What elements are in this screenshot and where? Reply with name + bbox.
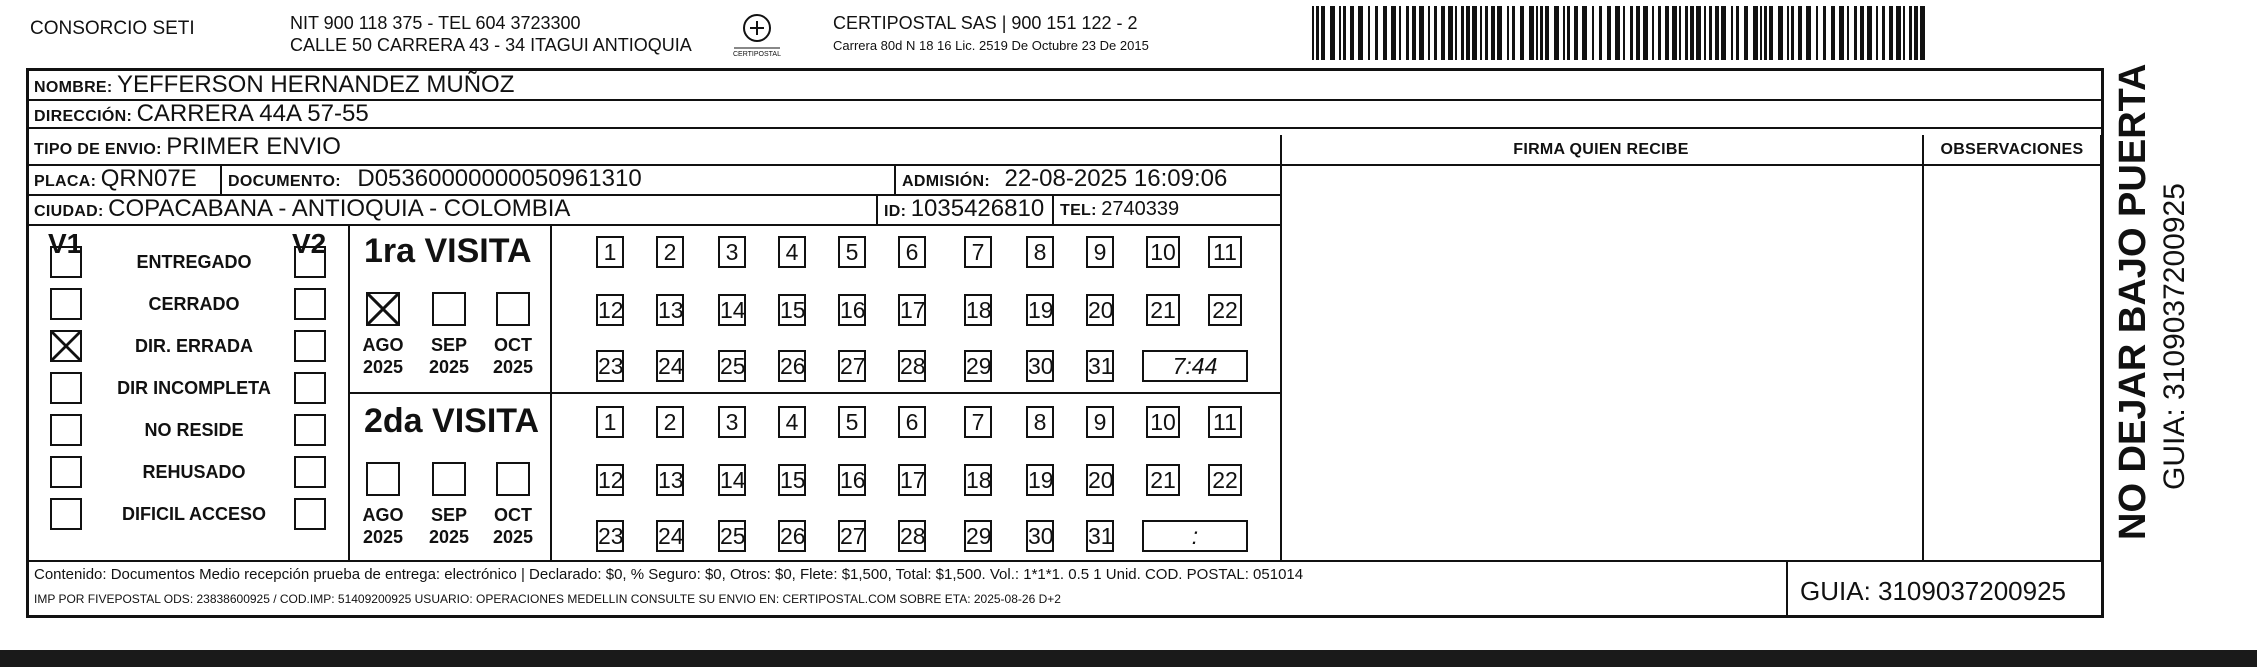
barcode-bar [1461, 6, 1464, 60]
observations-label: OBSERVACIONES [1940, 141, 2084, 158]
city-value: COPACABANA - ANTIOQUIA - COLOMBIA [108, 195, 571, 222]
month-checkbox[interactable] [496, 292, 530, 326]
barcode-bar [1428, 6, 1430, 60]
barcode-bar [1760, 6, 1762, 60]
check-mark-icon [368, 294, 398, 324]
day-box[interactable]: 30 [1026, 350, 1054, 382]
barcode-bar [1375, 6, 1378, 60]
month-checkbox[interactable] [432, 292, 466, 326]
barcode-bar [1321, 6, 1325, 60]
day-box[interactable]: 14 [718, 294, 746, 326]
day-box[interactable]: 21 [1146, 294, 1180, 326]
status-label: DIFICIL ACCESO [121, 504, 266, 524]
day-box[interactable]: 12 [596, 294, 624, 326]
check-mark-icon [52, 332, 80, 360]
barcode-bar [1455, 6, 1457, 60]
day-box[interactable]: 5 [838, 236, 866, 268]
v1-label: V1 [48, 228, 83, 259]
barcode-bar [1715, 6, 1719, 60]
year-label: 2025 [362, 527, 404, 547]
v2-checkbox[interactable] [294, 372, 326, 404]
barcode-bar [1876, 6, 1878, 60]
day-box[interactable]: 9 [1086, 236, 1114, 268]
day-box[interactable]: 23 [596, 350, 624, 382]
barcode-bar [1860, 6, 1864, 60]
day-box[interactable]: 28 [898, 520, 926, 552]
barcode-bar [1831, 6, 1835, 60]
day-box[interactable]: 2 [656, 406, 684, 438]
barcode-bar [1685, 6, 1688, 60]
status-label: DIR. ERRADA [134, 336, 253, 356]
month-checkbox[interactable] [496, 462, 530, 496]
barcode-bar [1847, 6, 1849, 60]
day-box[interactable]: 4 [778, 406, 806, 438]
day-box[interactable]: 13 [656, 294, 684, 326]
barcode-bar [1903, 6, 1905, 60]
barcode-bar [1787, 6, 1789, 60]
second-visit-title: 2da VISITA [364, 402, 540, 440]
day-box[interactable]: 29 [964, 520, 992, 552]
side-warning: NO DEJAR BAJO PUERTA [2112, 63, 2154, 540]
barcode-bar [1567, 6, 1570, 60]
tel-value: 2740339 [1101, 198, 1180, 220]
barcode-bar [1920, 6, 1925, 60]
admission-label: ADMISIÓN: [902, 173, 991, 190]
day-box[interactable]: 19 [1026, 464, 1054, 496]
day-box[interactable]: 8 [1026, 406, 1054, 438]
v1-checkbox[interactable] [50, 330, 82, 362]
year-label: 2025 [362, 357, 404, 377]
day-box[interactable]: 1 [596, 406, 624, 438]
barcode-bar [1412, 6, 1416, 60]
barcode-bar [1914, 6, 1918, 60]
barcode-bar [1472, 6, 1477, 60]
receiver-signature-label: FIRMA QUIEN RECIBE [1513, 141, 1689, 158]
barcode-bar [1419, 6, 1424, 60]
barcode-bar [1736, 6, 1739, 60]
shipment-label: TIPO DE ENVIO: [34, 141, 162, 158]
day-box[interactable]: 7 [964, 406, 992, 438]
shipment-type: PRIMER ENVIO [166, 133, 341, 160]
side-guia: GUIA: 3109037200925 [2158, 183, 2191, 490]
barcode-bar [1406, 6, 1409, 60]
status-label: CERRADO [148, 294, 240, 314]
barcode-bar [1854, 6, 1857, 60]
barcode-bar [1867, 6, 1872, 60]
day-box[interactable]: 25 [718, 520, 746, 552]
v2-checkbox[interactable] [294, 288, 326, 320]
barcode-bar [1312, 6, 1314, 60]
v2-checkbox[interactable] [294, 246, 326, 278]
id-row [884, 196, 1044, 225]
barcode-bar [1540, 6, 1543, 60]
day-box[interactable]: 13 [656, 464, 684, 496]
day-box[interactable]: 4 [778, 236, 806, 268]
address-line: CALLE 50 CARRERA 43 - 34 ITAGUI ANTIOQUIA [290, 35, 692, 55]
day-box[interactable]: 28 [898, 350, 926, 382]
month-label: OCT [494, 335, 532, 355]
barcode-bar [1491, 6, 1495, 60]
barcode-bar [1441, 6, 1445, 60]
recipient-name: YEFFERSON HERNANDEZ MUÑOZ [117, 71, 515, 98]
day-box[interactable]: 6 [898, 406, 926, 438]
day-box[interactable]: 2 [656, 236, 684, 268]
barcode-bar [1709, 6, 1712, 60]
barcode-bar [1563, 6, 1565, 60]
barcode-bar [1731, 6, 1733, 60]
plate-value: QRN07E [100, 165, 197, 192]
month-label: SEP [430, 335, 468, 355]
barcode-bar [1643, 6, 1648, 60]
barcode-bar [1434, 6, 1437, 60]
barcode-bar [1696, 6, 1701, 60]
day-box[interactable]: 21 [1146, 464, 1180, 496]
day-box[interactable]: 26 [778, 520, 806, 552]
month-checkbox[interactable] [432, 462, 466, 496]
day-box[interactable]: 5 [838, 406, 866, 438]
barcode-bar [1536, 6, 1538, 60]
barcode-bar [1769, 6, 1773, 60]
barcode-bar [1636, 6, 1640, 60]
time-box[interactable]: : [1142, 520, 1248, 552]
barcode-bar [1466, 6, 1470, 60]
barcode-bar [1343, 6, 1346, 60]
v2-checkbox[interactable] [294, 498, 326, 530]
day-box[interactable]: 14 [718, 464, 746, 496]
barcode-bar [1339, 6, 1341, 60]
barcode-bar [1658, 6, 1661, 60]
barcode-bar [1368, 6, 1370, 60]
barcode-bar [1480, 6, 1482, 60]
barcode-bar [1896, 6, 1901, 60]
day-box[interactable]: 31 [1086, 350, 1114, 382]
barcode-bar [1778, 6, 1783, 60]
month-checkbox[interactable] [366, 462, 400, 496]
year-label: 2025 [492, 357, 534, 377]
city-label: CIUDAD: [34, 203, 104, 220]
year-label: 2025 [492, 527, 534, 547]
v1-checkbox[interactable] [50, 414, 82, 446]
barcode-bar [1399, 6, 1401, 60]
month-checkbox[interactable] [366, 292, 400, 326]
day-box[interactable]: 29 [964, 350, 992, 382]
time-box[interactable]: 7:44 [1142, 350, 1248, 382]
day-box[interactable]: 15 [778, 294, 806, 326]
day-box[interactable]: 20 [1086, 294, 1114, 326]
barcode-bar [1839, 6, 1844, 60]
day-box[interactable]: 24 [656, 350, 684, 382]
day-box[interactable]: 12 [596, 464, 624, 496]
v1-checkbox[interactable] [50, 498, 82, 530]
barcode-bar [1679, 6, 1681, 60]
barcode-bar [1545, 6, 1549, 60]
day-box[interactable]: 1 [596, 236, 624, 268]
status-label: REHUSADO [142, 462, 246, 482]
barcode-bar [1615, 6, 1620, 60]
month-label: OCT [494, 505, 532, 525]
day-box[interactable]: 26 [778, 350, 806, 382]
barcode-bar [1791, 6, 1794, 60]
barcode-bar [1806, 6, 1811, 60]
status-label: ENTREGADO [136, 252, 252, 272]
day-box[interactable]: 19 [1026, 294, 1054, 326]
barcode-bar [1358, 6, 1363, 60]
day-box[interactable]: 22 [1208, 294, 1242, 326]
barcode-bar [1753, 6, 1758, 60]
barcode-bar [1497, 6, 1502, 60]
barcode [1312, 6, 1928, 60]
barcode-bar [1350, 6, 1354, 60]
barcode-bar [1592, 6, 1594, 60]
v2-checkbox[interactable] [294, 414, 326, 446]
recipient-address: CARRERA 44A 57-55 [136, 100, 369, 127]
day-box[interactable]: 20 [1086, 464, 1114, 496]
day-box[interactable]: 3 [718, 406, 746, 438]
contents-line: Contenido: Documentos Medio recepción prueba de entrega: electrónico | Declarado: $0, % Seguro: $0, Otros: $0, Flete: $1,500, Total: $1,500. Vol.: 1*1*1. 0.5 1 Unid. COD. POSTAL: 051014 [34, 566, 1304, 583]
barcode-bar [1672, 6, 1677, 60]
day-box[interactable]: 23 [596, 520, 624, 552]
month-label: AGO [362, 505, 404, 525]
address-label: DIRECCIÓN: [34, 108, 133, 125]
tel-label: TEL: [1060, 202, 1097, 219]
document-value: D05360000000050961310 [357, 165, 642, 192]
day-box[interactable]: 16 [838, 294, 866, 326]
barcode-bar [1599, 6, 1602, 60]
day-box[interactable]: 17 [898, 294, 926, 326]
v1-checkbox[interactable] [50, 372, 82, 404]
barcode-bar [1816, 6, 1818, 60]
v1-checkbox[interactable] [50, 456, 82, 488]
barcode-bar [1823, 6, 1826, 60]
day-box[interactable]: 24 [656, 520, 684, 552]
barcode-bar [1330, 6, 1335, 60]
day-box[interactable]: 3 [718, 236, 746, 268]
barcode-bar [1909, 6, 1912, 60]
day-box[interactable]: 18 [964, 464, 992, 496]
certipostal-logo [730, 12, 784, 58]
day-box[interactable]: 10 [1146, 406, 1180, 438]
day-box[interactable]: 10 [1146, 236, 1180, 268]
day-box[interactable]: 7 [964, 236, 992, 268]
barcode-bar [1889, 6, 1893, 60]
plate-label: PLACA: [34, 173, 97, 190]
month-label: SEP [430, 505, 468, 525]
day-box[interactable]: 25 [718, 350, 746, 382]
logo-text: CERTIPOSTAL [733, 51, 781, 58]
day-box[interactable]: 8 [1026, 236, 1054, 268]
footer-guia: GUIA: 3109037200925 [1800, 576, 2066, 606]
day-box[interactable]: 17 [898, 464, 926, 496]
barcode-bar [1485, 6, 1488, 60]
barcode-bar [1520, 6, 1524, 60]
barcode-bar [1582, 6, 1587, 60]
admission-value: 22-08-2025 16:09:06 [1004, 165, 1228, 192]
barcode-bar [1623, 6, 1625, 60]
barcode-bar [1383, 6, 1387, 60]
courier-line: CERTIPOSTAL SAS | 900 151 122 - 2 [833, 13, 1138, 33]
name-label: NOMBRE: [34, 79, 113, 96]
day-box[interactable]: 18 [964, 294, 992, 326]
name-row [34, 72, 514, 101]
nit-line: NIT 900 118 375 - TEL 604 3723300 [290, 13, 581, 33]
barcode-bar [1391, 6, 1396, 60]
barcode-bar [1574, 6, 1578, 60]
barcode-bar [1316, 6, 1319, 60]
city-row [34, 196, 570, 225]
barcode-bar [1630, 6, 1633, 60]
id-label: ID: [884, 203, 907, 220]
year-label: 2025 [428, 527, 470, 547]
v2-checkbox[interactable] [294, 456, 326, 488]
address-row [34, 101, 369, 130]
company-name: CONSORCIO SETI [30, 18, 195, 39]
barcode-bar [1607, 6, 1611, 60]
document-label: DOCUMENTO: [228, 173, 341, 190]
bottom-edge [0, 650, 2257, 667]
day-box[interactable]: 22 [1208, 464, 1242, 496]
day-box[interactable]: 30 [1026, 520, 1054, 552]
barcode-bar [1512, 6, 1515, 60]
day-box[interactable]: 6 [898, 236, 926, 268]
barcode-bar [1448, 6, 1453, 60]
status-label: DIR INCOMPLETA [117, 378, 271, 398]
barcode-bar [1554, 6, 1559, 60]
v1-checkbox[interactable] [50, 246, 82, 278]
first-visit-title: 1ra VISITA [364, 232, 532, 270]
barcode-bar [1529, 6, 1534, 60]
v2-checkbox[interactable] [294, 330, 326, 362]
day-box[interactable]: 31 [1086, 520, 1114, 552]
tel-row [1060, 196, 1179, 224]
plate-row [34, 166, 197, 195]
barcode-bar [1882, 6, 1885, 60]
barcode-bar [1652, 6, 1654, 60]
barcode-bar [1690, 6, 1694, 60]
document-row [228, 166, 642, 195]
barcode-bar [1721, 6, 1726, 60]
day-box[interactable]: 11 [1208, 236, 1242, 268]
barcode-bar [1744, 6, 1748, 60]
day-box[interactable]: 11 [1208, 406, 1242, 438]
day-box[interactable]: 15 [778, 464, 806, 496]
barcode-bar [1764, 6, 1767, 60]
v1-checkbox[interactable] [50, 288, 82, 320]
v2-label: V2 [292, 228, 327, 259]
barcode-bar [1507, 6, 1509, 60]
courier-address: Carrera 80d N 18 16 Lic. 2519 De Octubre 23 De 2015 [833, 38, 1149, 53]
day-box[interactable]: 27 [838, 520, 866, 552]
month-label: AGO [362, 335, 404, 355]
day-box[interactable]: 16 [838, 464, 866, 496]
day-box[interactable]: 27 [838, 350, 866, 382]
admission-row [902, 166, 1227, 195]
imp-line: IMP POR FIVEPOSTAL ODS: 23838600925 / COD.IMP: 51409200925 USUARIO: OPERACIONES MEDELLIN CONSULTE SU ENVIO EN: CERTIPOSTAL.COM SOBRE ETA: 2025-08-26 D+2 [34, 592, 1061, 606]
shipment-row [34, 134, 341, 163]
day-box[interactable]: 9 [1086, 406, 1114, 438]
status-label: NO RESIDE [144, 420, 244, 440]
barcode-bar [1798, 6, 1802, 60]
barcode-bar [1665, 6, 1669, 60]
id-value: 1035426810 [910, 195, 1045, 222]
barcode-bar [1704, 6, 1706, 60]
year-label: 2025 [428, 357, 470, 377]
